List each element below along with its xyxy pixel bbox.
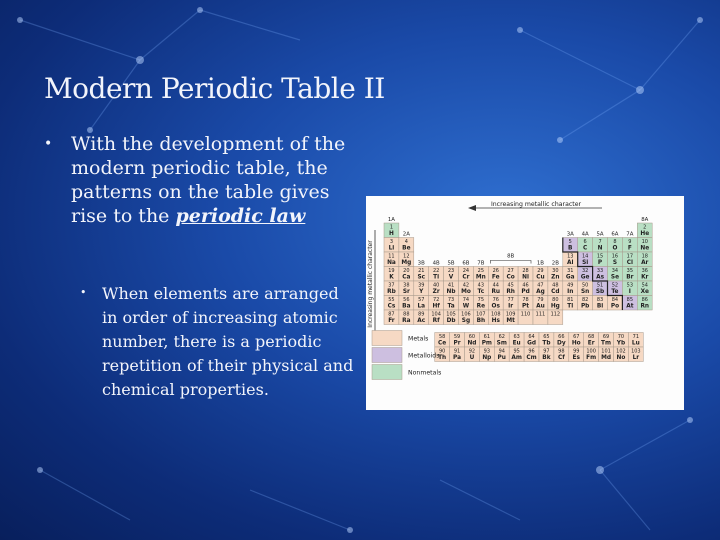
actinide-cell-100-symbol: Fm	[586, 355, 597, 361]
lanthanide-cell-62-number: 62	[498, 334, 505, 341]
element-cell-38-symbol: Sr	[402, 289, 410, 295]
element-cell-53-number: 53	[626, 282, 634, 289]
element-cell-35-number: 35	[626, 268, 634, 275]
group-header-8B: 8B	[507, 253, 515, 260]
element-cell-107-number: 107	[476, 311, 486, 318]
element-cell-32-number: 32	[581, 268, 589, 275]
lanthanide-cell-59-number: 59	[453, 334, 461, 341]
actinide-cell-90-symbol: Th	[438, 355, 447, 361]
element-cell-9-number: 9	[628, 239, 632, 246]
element-cell-25-symbol: Mn	[475, 274, 486, 281]
lanthanide-cell-67-symbol: Ho	[571, 340, 581, 347]
lanthanide-cell-60-number: 60	[468, 334, 476, 341]
element-cell-78-number: 78	[522, 297, 529, 304]
element-cell-53-symbol: I	[628, 289, 631, 295]
actinide-cell-91-symbol: Pa	[453, 355, 462, 361]
element-cell-16-symbol: S	[612, 260, 618, 266]
element-cell-55-number: 55	[388, 297, 395, 304]
element-cell-47-number: 47	[537, 282, 544, 289]
element-cell-73-symbol: Ta	[447, 303, 455, 310]
lanthanide-cell-65-number: 65	[543, 334, 550, 341]
element-cell-86-number: 86	[641, 297, 648, 304]
element-cell-26-number: 26	[492, 268, 499, 275]
element-cell-45-symbol: Rh	[506, 289, 515, 295]
element-cell-89-symbol: Ac	[417, 318, 426, 324]
element-cell-112-number: 112	[550, 311, 561, 318]
group-header-5B: 5B	[447, 260, 455, 267]
element-cell-16-number: 16	[611, 253, 619, 260]
element-cell-5-symbol: B	[568, 245, 573, 252]
element-cell-21-symbol: Sc	[417, 274, 426, 281]
element-cell-109-symbol: Mt	[506, 318, 515, 324]
lanthanide-cell-61-number: 61	[483, 334, 491, 341]
element-cell-27-number: 27	[507, 268, 514, 275]
group-header-6A: 6A	[611, 231, 619, 238]
element-cell-51-symbol: Sb	[595, 289, 605, 295]
element-cell-24-number: 24	[462, 268, 470, 275]
actinide-cell-99-number: 99	[573, 348, 580, 355]
element-cell-52-number: 52	[611, 282, 619, 289]
element-cell-29-symbol: Cu	[536, 274, 545, 281]
element-cell-81-number: 81	[567, 297, 574, 304]
element-cell-24-symbol: Cr	[462, 274, 470, 281]
element-cell-20-number: 20	[403, 268, 410, 275]
element-cell-33-symbol: As	[596, 274, 605, 281]
group-header-1B: 1B	[536, 260, 545, 267]
element-cell-85-symbol: At	[626, 303, 634, 310]
element-cell-22-symbol: Ti	[433, 274, 440, 281]
element-cell-10-symbol: Ne	[640, 245, 650, 252]
element-cell-87-symbol: Fr	[388, 318, 395, 324]
actinide-cell-94-number: 94	[498, 348, 505, 355]
legend-label-nonmetal: Nonmetals	[408, 369, 442, 377]
element-cell-106-symbol: Sg	[461, 318, 471, 324]
element-cell-85-number: 85	[626, 297, 634, 304]
sub-bullet-dot-icon: •	[80, 286, 87, 299]
group-header-5A: 5A	[596, 231, 604, 238]
lanthanide-cell-58-number: 58	[438, 334, 446, 341]
top-axis-label: Increasing metallic character	[490, 201, 582, 208]
lanthanide-cell-65-symbol: Tb	[542, 340, 551, 347]
actinide-cell-98-number: 98	[558, 348, 565, 355]
actinide-cell-92-number: 92	[468, 348, 476, 355]
element-cell-89-number: 89	[418, 311, 425, 318]
element-cell-8-symbol: O	[612, 245, 618, 252]
element-cell-106-number: 106	[461, 311, 471, 318]
element-cell-48-symbol: Cd	[551, 289, 560, 295]
element-cell-46-symbol: Pd	[521, 289, 530, 295]
actinide-cell-103-symbol: Lr	[632, 355, 640, 361]
element-cell-13-number: 13	[567, 253, 574, 260]
lanthanide-cell-61-symbol: Pm	[481, 340, 492, 347]
element-cell-46-number: 46	[522, 282, 529, 289]
element-cell-11-symbol: Na	[387, 260, 396, 266]
element-cell-77-symbol: Ir	[508, 303, 514, 310]
actinide-cell-103-number: 103	[631, 348, 641, 355]
element-cell-86-symbol: Rn	[640, 303, 650, 310]
element-cell-108-symbol: Hs	[491, 318, 500, 324]
element-cell-27-symbol: Co	[506, 274, 515, 281]
periodic-law-term: periodic law	[175, 205, 306, 227]
lanthanide-cell-64-number: 64	[528, 334, 535, 341]
element-cell-31-number: 31	[567, 268, 574, 275]
element-cell-50-symbol: Sn	[580, 289, 590, 295]
actinide-cell-95-symbol: Am	[511, 355, 522, 361]
lanthanide-cell-63-number: 63	[513, 334, 520, 341]
element-cell-26-symbol: Fe	[491, 274, 500, 281]
element-cell-20-symbol: Ca	[402, 274, 411, 281]
element-cell-8-number: 8	[613, 239, 617, 246]
element-cell-4-number: 4	[404, 239, 408, 246]
slide-title: Modern Periodic Table II	[44, 72, 385, 105]
element-cell-111-number: 111	[535, 311, 546, 318]
element-cell-23-number: 23	[447, 268, 455, 275]
element-cell-2-number: 2	[643, 224, 647, 231]
element-cell-22-number: 22	[432, 268, 440, 275]
element-cell-79-symbol: Au	[536, 303, 545, 310]
element-cell-1-symbol: H	[389, 231, 394, 237]
element-cell-43-symbol: Tc	[477, 289, 485, 295]
element-cell-78-symbol: Pt	[522, 303, 530, 310]
element-cell-81-symbol: Tl	[567, 303, 574, 310]
lanthanide-cell-59-symbol: Pr	[453, 340, 461, 347]
legend-label-metalloid: Metalloids	[408, 352, 440, 360]
actinide-cell-96-symbol: Cm	[526, 355, 537, 361]
group-header-8A: 8A	[641, 217, 649, 223]
element-cell-54-number: 54	[641, 282, 648, 289]
lanthanide-cell-66-number: 66	[558, 334, 565, 341]
legend-swatch-metal	[372, 331, 402, 346]
element-cell-74-symbol: W	[462, 303, 470, 310]
element-cell-49-symbol: In	[567, 289, 574, 295]
lanthanide-cell-63-symbol: Eu	[512, 340, 521, 347]
lanthanide-cell-60-symbol: Nd	[467, 340, 477, 347]
element-cell-34-number: 34	[611, 268, 619, 275]
group-header-6B: 6B	[462, 260, 470, 267]
element-cell-14-symbol: Si	[582, 260, 589, 266]
element-cell-87-number: 87	[388, 311, 395, 318]
lanthanide-cell-71-symbol: Lu	[631, 340, 640, 347]
bullet-sub-text: When elements are arranged in order of increasing atomic number, there is a periodic repetition of their physical and chemical properties.	[102, 284, 354, 399]
periodic-table-graphic	[366, 196, 684, 410]
actinide-cell-100-number: 100	[586, 348, 596, 355]
lanthanide-cell-62-symbol: Sm	[496, 340, 507, 347]
element-cell-15-symbol: P	[597, 260, 603, 266]
element-cell-39-symbol: Y	[419, 289, 424, 295]
element-cell-37-number: 37	[388, 282, 395, 289]
element-cell-34-symbol: Se	[610, 274, 620, 281]
lanthanide-cell-68-number: 68	[587, 334, 595, 341]
element-cell-48-number: 48	[552, 282, 559, 289]
element-cell-32-symbol: Ge	[580, 274, 590, 281]
element-cell-76-number: 76	[492, 297, 499, 304]
lanthanide-cell-66-symbol: Dy	[557, 340, 566, 347]
element-cell-28-number: 28	[522, 268, 529, 275]
element-cell-9-symbol: F	[627, 245, 632, 252]
element-cell-36-number: 36	[641, 268, 648, 275]
element-cell-84-number: 84	[611, 297, 619, 304]
element-cell-84-symbol: Po	[610, 303, 620, 310]
lanthanide-cell-64-symbol: Gd	[527, 340, 537, 347]
element-cell-18-number: 18	[641, 253, 648, 260]
actinide-cell-92-symbol: U	[469, 355, 475, 361]
element-cell-110-number: 110	[520, 311, 531, 318]
element-cell-108-number: 108	[490, 311, 501, 318]
element-cell-77-number: 77	[507, 297, 514, 304]
element-cell-40-number: 40	[432, 282, 440, 289]
element-cell-37-symbol: Rb	[387, 289, 396, 295]
group-header-3B: 3B	[417, 260, 425, 267]
element-cell-15-number: 15	[596, 253, 604, 260]
group-header-4A: 4A	[581, 231, 589, 238]
element-cell-2-symbol: He	[640, 231, 650, 237]
element-cell-76-symbol: Os	[491, 303, 500, 310]
element-cell-82-number: 82	[581, 297, 589, 304]
actinide-cell-91-number: 91	[453, 348, 461, 355]
group-header-7B: 7B	[477, 260, 485, 267]
element-cell-75-number: 75	[477, 297, 485, 304]
element-cell-25-number: 25	[477, 268, 485, 275]
element-cell-72-number: 72	[432, 297, 440, 304]
bullet-dot-icon: •	[44, 136, 53, 152]
element-cell-80-symbol: Hg	[550, 303, 560, 310]
element-cell-12-symbol: Mg	[401, 260, 412, 266]
actinide-cell-102-symbol: No	[616, 355, 626, 361]
actinide-cell-97-symbol: Bk	[542, 355, 551, 361]
element-cell-39-number: 39	[418, 282, 425, 289]
element-cell-41-symbol: Nb	[446, 289, 456, 295]
element-cell-4-symbol: Be	[402, 245, 411, 252]
element-cell-18-symbol: Ar	[641, 260, 649, 266]
element-cell-44-symbol: Ru	[491, 289, 501, 295]
element-cell-31-symbol: Ga	[565, 274, 575, 281]
element-cell-44-number: 44	[492, 282, 499, 289]
element-cell-6-symbol: C	[583, 245, 588, 252]
actinide-cell-93-symbol: Np	[482, 355, 492, 361]
element-cell-12-number: 12	[403, 253, 410, 260]
actinide-cell-96-number: 96	[528, 348, 535, 355]
group-header-3A: 3A	[566, 231, 574, 238]
element-cell-17-number: 17	[626, 253, 634, 260]
element-cell-73-number: 73	[447, 297, 455, 304]
element-cell-47-symbol: Ag	[536, 289, 545, 295]
element-cell-80-number: 80	[552, 297, 559, 304]
bullet-main-lead: With the development of the modern periodic table, the patterns on the table gives rise to the	[71, 133, 346, 227]
element-cell-52-symbol: Te	[611, 289, 619, 295]
lanthanide-cell-69-number: 69	[602, 334, 610, 341]
element-cell-5-number: 5	[568, 239, 572, 246]
lanthanide-cell-71-number: 71	[632, 334, 640, 341]
element-cell-83-symbol: Bi	[596, 303, 604, 310]
actinide-cell-94-symbol: Pu	[497, 355, 506, 361]
element-cell-105-number: 105	[446, 311, 456, 318]
element-cell-6-number: 6	[583, 239, 587, 246]
element-cell-49-number: 49	[567, 282, 574, 289]
element-cell-40-symbol: Zr	[432, 289, 440, 295]
element-cell-74-number: 74	[462, 297, 470, 304]
lanthanide-cell-70-symbol: Yb	[616, 340, 626, 347]
element-cell-30-symbol: Zn	[551, 274, 560, 281]
actinide-cell-97-number: 97	[543, 348, 550, 355]
element-cell-109-number: 109	[505, 311, 516, 318]
element-cell-7-number: 7	[598, 239, 602, 246]
element-cell-14-number: 14	[581, 253, 589, 260]
element-cell-51-number: 51	[596, 282, 604, 289]
group-header-1A: 1A	[387, 217, 396, 223]
lanthanide-cell-67-number: 67	[573, 334, 580, 341]
actinide-cell-102-number: 102	[616, 348, 626, 355]
element-cell-43-number: 43	[477, 282, 485, 289]
legend-swatch-nonmetal	[372, 365, 402, 380]
element-cell-23-symbol: V	[448, 274, 454, 281]
actinide-cell-95-number: 95	[513, 348, 520, 355]
periodic-table-image	[366, 196, 684, 410]
element-cell-42-symbol: Mo	[461, 289, 471, 295]
element-cell-10-number: 10	[641, 239, 648, 246]
lanthanide-cell-70-number: 70	[617, 334, 625, 341]
element-cell-50-number: 50	[581, 282, 589, 289]
element-cell-33-number: 33	[596, 268, 604, 275]
element-cell-45-number: 45	[507, 282, 514, 289]
element-cell-7-symbol: N	[597, 245, 603, 252]
bullet-sub	[80, 282, 355, 402]
element-cell-75-symbol: Re	[476, 303, 486, 310]
actinide-cell-101-symbol: Md	[601, 355, 612, 361]
actinide-cell-101-number: 101	[601, 348, 611, 355]
element-cell-29-number: 29	[537, 268, 544, 275]
element-cell-19-number: 19	[388, 268, 395, 275]
actinide-cell-93-number: 93	[483, 348, 491, 355]
group-header-2A: 2A	[402, 231, 410, 238]
top-arrow-head-icon	[468, 205, 476, 211]
element-cell-30-number: 30	[552, 268, 559, 275]
actinide-cell-90-number: 90	[438, 348, 446, 355]
element-cell-72-symbol: Hf	[432, 303, 440, 310]
legend-swatch-metalloid	[372, 348, 402, 363]
element-cell-42-number: 42	[462, 282, 470, 289]
element-cell-88-number: 88	[403, 311, 410, 318]
element-cell-104-number: 104	[431, 311, 441, 318]
element-cell-19-symbol: K	[389, 274, 394, 281]
element-cell-35-symbol: Br	[626, 274, 634, 281]
group-header-7A: 7A	[626, 231, 634, 238]
element-cell-56-number: 56	[403, 297, 410, 304]
element-cell-55-symbol: Cs	[387, 303, 396, 310]
element-cell-21-number: 21	[418, 268, 425, 275]
element-cell-17-symbol: Cl	[626, 260, 633, 266]
element-cell-79-number: 79	[537, 297, 544, 304]
element-cell-56-symbol: Ba	[402, 303, 411, 310]
actinide-cell-98-symbol: Cf	[557, 355, 565, 361]
group-8B-bracket	[490, 261, 531, 264]
element-cell-41-number: 41	[447, 282, 455, 289]
bullet-main	[44, 132, 364, 228]
legend-label-metal: Metals	[408, 335, 429, 343]
element-cell-83-number: 83	[596, 297, 604, 304]
element-cell-57-number: 57	[418, 297, 425, 304]
group-header-2B: 2B	[551, 260, 559, 267]
element-cell-105-symbol: Db	[446, 318, 456, 324]
element-cell-3-number: 3	[389, 239, 394, 246]
element-cell-36-symbol: Kr	[641, 274, 649, 281]
lanthanide-cell-58-symbol: Ce	[438, 340, 447, 347]
element-cell-13-symbol: Al	[567, 260, 574, 266]
element-cell-3-symbol: Li	[388, 245, 395, 252]
element-cell-54-symbol: Xe	[640, 289, 649, 295]
element-cell-82-symbol: Pb	[580, 303, 590, 310]
element-cell-28-symbol: Ni	[522, 274, 529, 281]
group-header-4B: 4B	[432, 260, 440, 267]
element-cell-1-number: 1	[389, 224, 394, 231]
element-cell-104-symbol: Rf	[432, 318, 440, 324]
lanthanide-cell-69-symbol: Tm	[601, 340, 612, 347]
element-cell-88-symbol: Ra	[402, 318, 411, 324]
element-cell-38-number: 38	[403, 282, 410, 289]
lanthanide-cell-68-symbol: Er	[587, 340, 595, 347]
element-cell-107-symbol: Bh	[476, 318, 486, 324]
side-axis-label: Increasing metallic character	[367, 240, 374, 328]
bullet-main-text	[71, 132, 364, 228]
actinide-cell-99-symbol: Es	[572, 355, 580, 361]
element-cell-57-symbol: La	[417, 303, 426, 310]
element-cell-11-number: 11	[388, 253, 395, 260]
